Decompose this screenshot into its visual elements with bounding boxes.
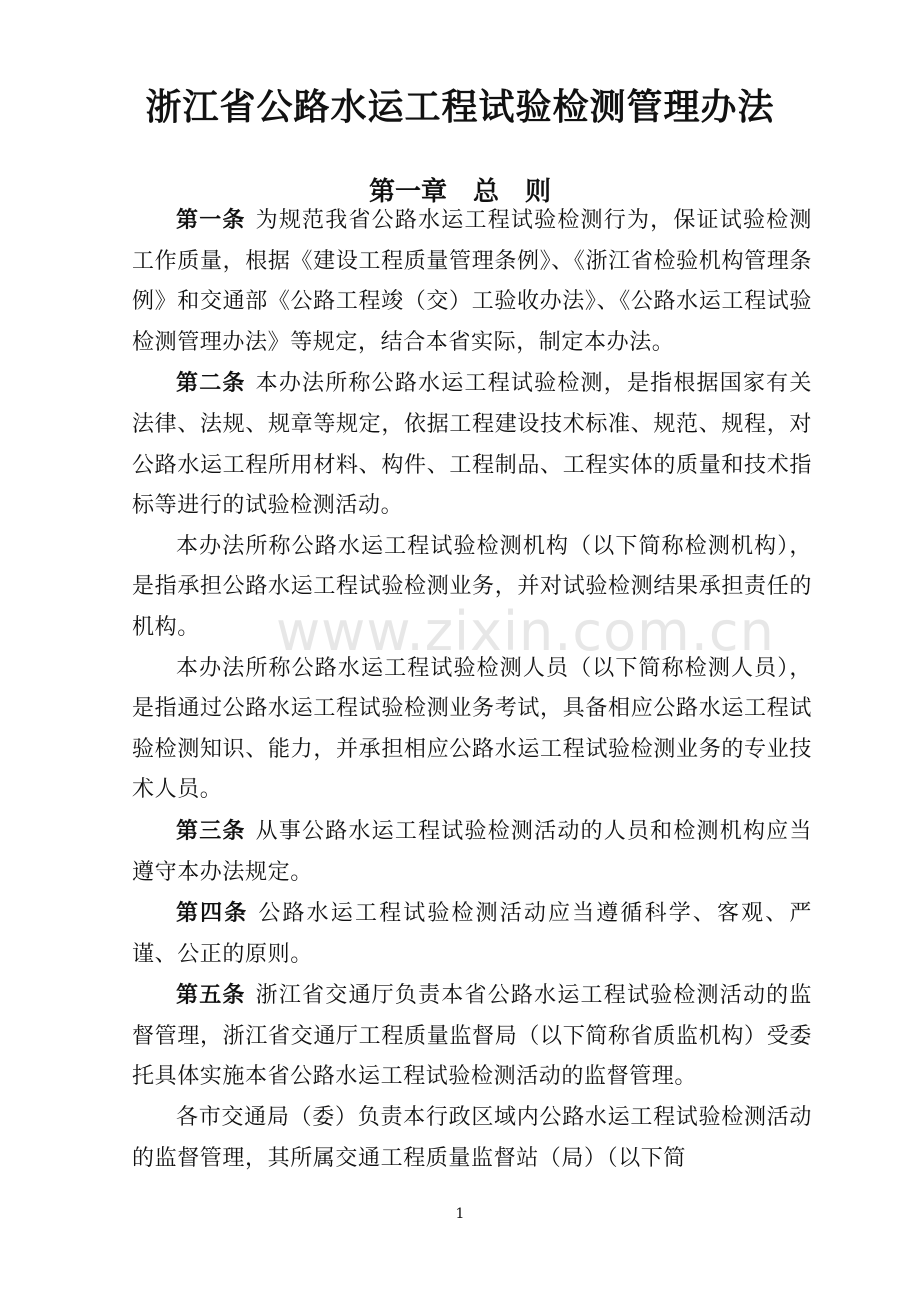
article-number: 第五条 [176,982,246,1009]
document-body [132,200,812,1179]
paragraph-text: 本办法所称公路水运工程试验检测机构（以下简称检测机构），是指承担公路水运工程试验检测业务，并对试验检测结果承担责任的机构。 [132,533,812,640]
paragraph [132,363,812,526]
watermark: www.zixin.com.cn [276,600,775,663]
article-number: 第二条 [176,370,246,397]
paragraph [132,811,812,893]
chapter-heading: 第一章 总 则 [368,177,551,207]
paragraph [132,527,812,649]
paragraph-text: 公路水运工程试验检测活动应当遵循科学、客观、严谨、公正的原则。 [132,901,812,967]
paragraph-text: 从事公路水运工程试验检测活动的人员和检测机构应当遵守本办法规定。 [132,818,812,885]
page-number: 1 [455,1206,465,1222]
paragraph [132,649,812,811]
article-number: 第一条 [176,207,246,233]
document-title: 浙江省公路水运工程试验检测管理办法 [145,86,775,128]
article-number: 第三条 [176,817,246,844]
article-number: 第四条 [176,900,249,927]
paragraph-text: 为规范我省公路水运工程试验检测行为，保证试验检测工作质量，根据《建设工程质量管理条例》、《浙江省检验机构管理条例》和交通部《公路工程竣（交）工验收办法》、《公路水运工程试验检测管理办法》等规定，结合本省实际，制定本办法。 [132,208,812,355]
paragraph [132,200,812,363]
paragraph-text: 各市交通局（委）负责本行政区域内公路水运工程试验检测活动的监督管理，其所属交通工程质量监督站（局）（以下简 [132,1105,812,1171]
paragraph [132,893,812,975]
paragraph-text: 本办法所称公路水运工程试验检测人员（以下简称检测人员），是指通过公路水运工程试验检测业务考试，具备相应公路水运工程试验检测知识、能力，并承担相应公路水运工程试验检测业务的专业技术人员。 [132,655,812,803]
paragraph [132,975,812,1098]
paragraph-text: 本办法所称公路水运工程试验检测，是指根据国家有关法律、法规、规章等规定，依据工程建设技术标准、规范、规程，对公路水运工程所用材料、构件、工程制品、工程实体的质量和技术指标等进行的试验检测活动。 [132,371,812,519]
paragraph-text: 浙江省交通厅负责本省公路水运工程试验检测活动的监督管理，浙江省交通厅工程质量监督局（以下简称省质监机构）受委托具体实施本省公路水运工程试验检测活动的监督管理。 [132,983,812,1090]
paragraph [132,1098,812,1179]
